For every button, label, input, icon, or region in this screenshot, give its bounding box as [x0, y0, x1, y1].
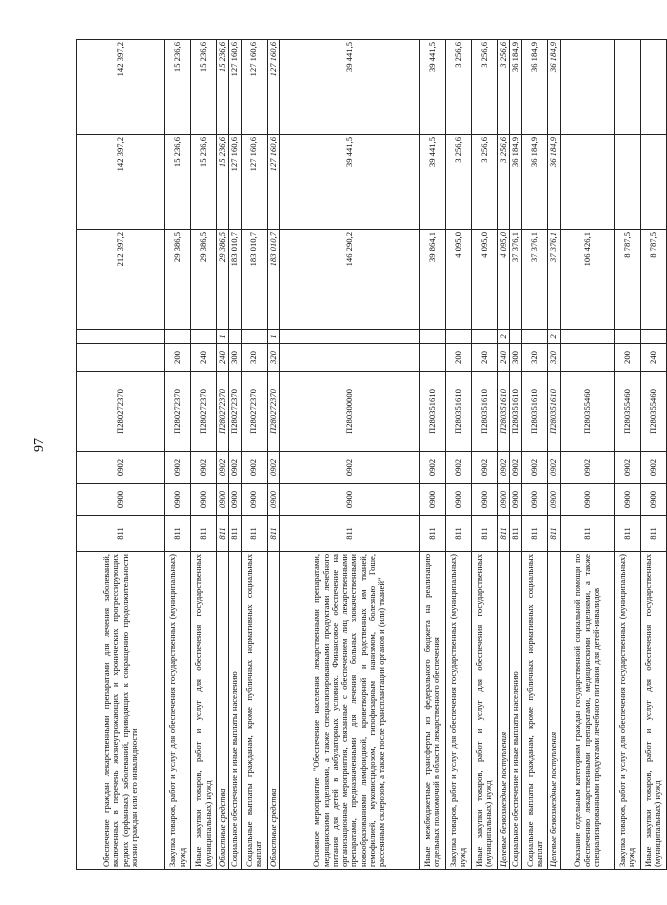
amount-year-1-cell: 212 397,2	[77, 230, 165, 330]
subsection-code-cell: 0902	[419, 452, 445, 484]
amount-year-2-cell	[614, 135, 640, 230]
target-article-code-cell: П280351610	[497, 372, 509, 452]
expense-type-code-cell: 240	[640, 344, 666, 372]
expense-type-code-cell: 320	[241, 344, 267, 372]
funding-source-code-cell: 1	[217, 330, 229, 344]
table-row	[267, 40, 279, 870]
section-code-cell: 0900	[560, 484, 614, 516]
target-article-code-cell: П280355460	[614, 372, 640, 452]
funding-source-code-cell	[165, 330, 191, 344]
amount-year-1-cell: 8 787,5	[614, 230, 640, 330]
amount-year-3-cell	[560, 40, 614, 135]
funding-source-code-cell	[640, 330, 666, 344]
amount-year-2-cell: 39 441,5	[279, 135, 419, 230]
amount-year-3-cell: 36 184,9	[548, 40, 560, 135]
target-article-code-cell: П280272370	[191, 372, 217, 452]
subsection-code-cell: 0902	[241, 452, 267, 484]
amount-year-2-cell: 36 184,9	[510, 135, 522, 230]
amount-year-3-cell: 127 160,6	[229, 40, 241, 135]
ministry-code-cell: 811	[510, 516, 522, 552]
table-row	[497, 40, 509, 870]
subsection-code-cell: 0902	[165, 452, 191, 484]
section-code-cell: 0900	[191, 484, 217, 516]
item-description-cell: Закупка товаров, работ и услуг для обеспечения государственных (муниципальных) нужд	[165, 552, 191, 870]
item-description-cell: Областные средства	[267, 552, 279, 870]
table-row	[279, 40, 419, 870]
ministry-code-cell: 811	[217, 516, 229, 552]
expense-type-code-cell: 320	[548, 344, 560, 372]
item-description-cell: Оказание отдельным категориям граждан государственной социальной помощи по обеспечению лекарственными препаратами, медицинскими изделиями, а также специализированными продуктами лечебного питания для детей-инвалидов	[560, 552, 614, 870]
section-code-cell: 0900	[640, 484, 666, 516]
section-code-cell: 0900	[267, 484, 279, 516]
amount-year-2-cell: 15 236,6	[217, 135, 229, 230]
amount-year-2-cell: 15 236,6	[191, 135, 217, 230]
ministry-code-cell: 811	[77, 516, 165, 552]
section-code-cell: 0900	[279, 484, 419, 516]
amount-year-3-cell: 15 236,6	[165, 40, 191, 135]
amount-year-1-cell: 29 386,5	[165, 230, 191, 330]
section-code-cell: 0900	[241, 484, 267, 516]
subsection-code-cell: 0902	[548, 452, 560, 484]
ministry-code-cell: 811	[497, 516, 509, 552]
amount-year-1-cell: 146 290,2	[279, 230, 419, 330]
amount-year-2-cell	[560, 135, 614, 230]
funding-source-code-cell	[279, 330, 419, 344]
ministry-code-cell: 811	[548, 516, 560, 552]
funding-source-code-cell: 1	[267, 330, 279, 344]
amount-year-2-cell: 127 160,6	[229, 135, 241, 230]
amount-year-1-cell: 4 095,0	[497, 230, 509, 330]
expense-type-code-cell: 240	[217, 344, 229, 372]
subsection-code-cell: 0902	[510, 452, 522, 484]
ministry-code-cell: 811	[191, 516, 217, 552]
item-description-cell: Иные межбюджетные трансферты из федерального бюджета на реализацию отдельных полномочий в области лекарственного обеспечения	[419, 552, 445, 870]
subsection-code-cell: 0902	[267, 452, 279, 484]
table-row	[217, 40, 229, 870]
amount-year-1-cell: 8 787,5	[640, 230, 666, 330]
budget-table	[76, 39, 667, 870]
target-article-code-cell: П280272370	[229, 372, 241, 452]
expense-type-code-cell: 320	[522, 344, 548, 372]
amount-year-3-cell: 39 441,5	[279, 40, 419, 135]
subsection-code-cell: 0902	[640, 452, 666, 484]
ministry-code-cell: 811	[419, 516, 445, 552]
table-row	[419, 40, 445, 870]
section-code-cell: 0900	[471, 484, 497, 516]
expense-type-code-cell	[419, 344, 445, 372]
table-row	[165, 40, 191, 870]
amount-year-1-cell: 183 010,7	[241, 230, 267, 330]
subsection-code-cell: 0902	[522, 452, 548, 484]
subsection-code-cell: 0902	[497, 452, 509, 484]
amount-year-3-cell: 39 441,5	[419, 40, 445, 135]
funding-source-code-cell	[560, 330, 614, 344]
table-row	[510, 40, 522, 870]
subsection-code-cell: 0902	[471, 452, 497, 484]
amount-year-3-cell: 3 256,6	[497, 40, 509, 135]
item-description-cell: Иные закупки товаров, работ и услуг для обеспечения государственных (муниципальных) нужд	[471, 552, 497, 870]
target-article-code-cell: П280351610	[445, 372, 471, 452]
table-row	[77, 40, 165, 870]
target-article-code-cell: П280272370	[165, 372, 191, 452]
funding-source-code-cell: 2	[497, 330, 509, 344]
item-description-cell: Основное мероприятие "Обеспечение населения лекарственными препаратами, медицинскими изделиями, а также специализированными продуктами лечебного питания для детей в амбулаторных условиях. Финансовое обеспечение на организационные мероприятия, связанные с обеспечением лиц лекарственными препаратами, предназначенными для лечения больных злокачественными новообразованиями лимфоидной, кроветворной и родственных им тканей, гемофилией, муковисцидозом, гипофизарным нанизмом, болезнью Гоше, рассеянным склерозом, а также после трансплантации органов и (или) тканей"	[279, 552, 419, 870]
funding-source-code-cell	[522, 330, 548, 344]
expense-type-code-cell: 320	[267, 344, 279, 372]
amount-year-2-cell: 127 160,6	[267, 135, 279, 230]
amount-year-3-cell: 36 184,9	[522, 40, 548, 135]
item-description-cell: Социальные выплаты гражданам, кроме публичных нормативных социальных выплат	[241, 552, 267, 870]
amount-year-3-cell: 127 160,6	[267, 40, 279, 135]
target-article-code-cell: П280351610	[419, 372, 445, 452]
ministry-code-cell: 811	[445, 516, 471, 552]
target-article-code-cell: П280351610	[510, 372, 522, 452]
ministry-code-cell: 811	[522, 516, 548, 552]
amount-year-1-cell: 183 010,7	[229, 230, 241, 330]
section-code-cell: 0900	[217, 484, 229, 516]
ministry-code-cell: 811	[241, 516, 267, 552]
section-code-cell: 0900	[445, 484, 471, 516]
ministry-code-cell: 811	[279, 516, 419, 552]
amount-year-2-cell: 39 441,5	[419, 135, 445, 230]
funding-source-code-cell	[471, 330, 497, 344]
amount-year-1-cell: 37 376,1	[548, 230, 560, 330]
ministry-code-cell: 811	[614, 516, 640, 552]
table-row	[560, 40, 614, 870]
subsection-code-cell: 0902	[614, 452, 640, 484]
section-code-cell: 0900	[77, 484, 165, 516]
expense-type-code-cell: 200	[165, 344, 191, 372]
table-row	[522, 40, 548, 870]
section-code-cell: 0900	[419, 484, 445, 516]
amount-year-2-cell: 36 184,9	[548, 135, 560, 230]
amount-year-3-cell: 15 236,6	[217, 40, 229, 135]
expense-type-code-cell	[560, 344, 614, 372]
expense-type-code-cell: 240	[191, 344, 217, 372]
amount-year-2-cell: 142 397,2	[77, 135, 165, 230]
subsection-code-cell: 0902	[217, 452, 229, 484]
amount-year-1-cell: 39 864,1	[419, 230, 445, 330]
amount-year-1-cell: 29 386,5	[191, 230, 217, 330]
item-description-cell: Социальное обеспечение и иные выплаты населению	[229, 552, 241, 870]
item-description-cell: Иные закупки товаров, работ и услуг для обеспечения государственных (муниципальных) нужд	[640, 552, 666, 870]
target-article-code-cell: П280300000	[279, 372, 419, 452]
table-row	[471, 40, 497, 870]
target-article-code-cell: П280272370	[77, 372, 165, 452]
expense-type-code-cell: 240	[497, 344, 509, 372]
amount-year-1-cell: 37 376,1	[522, 230, 548, 330]
funding-source-code-cell	[191, 330, 217, 344]
section-code-cell: 0900	[614, 484, 640, 516]
rotated-table-wrapper	[76, 40, 663, 870]
item-description-cell: Социальное обеспечение и иные выплаты населению	[510, 552, 522, 870]
target-article-code-cell: П280351610	[548, 372, 560, 452]
amount-year-2-cell: 3 256,6	[471, 135, 497, 230]
funding-source-code-cell	[77, 330, 165, 344]
amount-year-2-cell: 127 160,6	[241, 135, 267, 230]
target-article-code-cell: П280355460	[640, 372, 666, 452]
funding-source-code-cell	[614, 330, 640, 344]
item-description-cell: Целевые безвозмездные поступления	[497, 552, 509, 870]
target-article-code-cell: П280272370	[241, 372, 267, 452]
amount-year-3-cell: 3 256,6	[471, 40, 497, 135]
funding-source-code-cell	[241, 330, 267, 344]
amount-year-2-cell: 3 256,6	[445, 135, 471, 230]
funding-source-code-cell	[510, 330, 522, 344]
ministry-code-cell: 811	[471, 516, 497, 552]
item-description-cell: Целевые безвозмездные поступления	[548, 552, 560, 870]
expense-type-code-cell: 300	[510, 344, 522, 372]
expense-type-code-cell: 200	[445, 344, 471, 372]
expense-type-code-cell	[77, 344, 165, 372]
page-number: 97	[32, 438, 47, 452]
amount-year-1-cell: 4 095,0	[445, 230, 471, 330]
amount-year-3-cell	[614, 40, 640, 135]
ministry-code-cell: 811	[267, 516, 279, 552]
amount-year-3-cell: 36 184,9	[510, 40, 522, 135]
section-code-cell: 0900	[229, 484, 241, 516]
target-article-code-cell: П280355460	[560, 372, 614, 452]
amount-year-1-cell: 106 426,1	[560, 230, 614, 330]
funding-source-code-cell	[229, 330, 241, 344]
subsection-code-cell: 0902	[77, 452, 165, 484]
target-article-code-cell: П280272370	[217, 372, 229, 452]
section-code-cell: 0900	[522, 484, 548, 516]
expense-type-code-cell	[279, 344, 419, 372]
ministry-code-cell: 811	[560, 516, 614, 552]
table-row	[548, 40, 560, 870]
amount-year-1-cell: 4 095,0	[471, 230, 497, 330]
subsection-code-cell: 0902	[191, 452, 217, 484]
expense-type-code-cell: 200	[614, 344, 640, 372]
amount-year-2-cell: 36 184,9	[522, 135, 548, 230]
expense-type-code-cell: 240	[471, 344, 497, 372]
item-description-cell: Закупка товаров, работ и услуг для обеспечения государственных (муниципальных) нужд	[445, 552, 471, 870]
subsection-code-cell: 0902	[445, 452, 471, 484]
item-description-cell: Обеспечение граждан лекарственными препаратами для лечения заболеваний, включенных в перечень жизнеугрожающих и хронических прогрессирующих редких (орфанных) заболеваний, приводящих к сокращению продолжительности жизни граждан или его инвалидности	[77, 552, 165, 870]
ministry-code-cell: 811	[640, 516, 666, 552]
amount-year-3-cell: 3 256,6	[445, 40, 471, 135]
table-row	[614, 40, 640, 870]
item-description-cell: Областные средства	[217, 552, 229, 870]
target-article-code-cell: П280351610	[522, 372, 548, 452]
amount-year-2-cell: 15 236,6	[165, 135, 191, 230]
amount-year-1-cell: 183 010,7	[267, 230, 279, 330]
table-row	[241, 40, 267, 870]
target-article-code-cell: П280272370	[267, 372, 279, 452]
ministry-code-cell: 811	[229, 516, 241, 552]
section-code-cell: 0900	[165, 484, 191, 516]
table-row	[445, 40, 471, 870]
item-description-cell: Закупка товаров, работ и услуг для обеспечения государственных (муниципальных) нужд	[614, 552, 640, 870]
amount-year-3-cell: 127 160,6	[241, 40, 267, 135]
amount-year-3-cell: 15 236,6	[191, 40, 217, 135]
amount-year-3-cell: 142 397,2	[77, 40, 165, 135]
expense-type-code-cell: 300	[229, 344, 241, 372]
amount-year-3-cell	[640, 40, 666, 135]
table-row	[640, 40, 666, 870]
funding-source-code-cell	[445, 330, 471, 344]
item-description-cell: Социальные выплаты гражданам, кроме публичных нормативных социальных выплат	[522, 552, 548, 870]
table-row	[191, 40, 217, 870]
ministry-code-cell: 811	[165, 516, 191, 552]
subsection-code-cell: 0902	[279, 452, 419, 484]
subsection-code-cell: 0902	[229, 452, 241, 484]
section-code-cell: 0900	[510, 484, 522, 516]
section-code-cell: 0900	[497, 484, 509, 516]
section-code-cell: 0900	[548, 484, 560, 516]
amount-year-1-cell: 37 376,1	[510, 230, 522, 330]
amount-year-1-cell: 29 386,5	[217, 230, 229, 330]
subsection-code-cell: 0902	[560, 452, 614, 484]
item-description-cell: Иные закупки товаров, работ и услуг для обеспечения государственных (муниципальных) нужд	[191, 552, 217, 870]
table-row	[229, 40, 241, 870]
amount-year-2-cell: 3 256,6	[497, 135, 509, 230]
funding-source-code-cell: 2	[548, 330, 560, 344]
funding-source-code-cell	[419, 330, 445, 344]
target-article-code-cell: П280351610	[471, 372, 497, 452]
amount-year-2-cell	[640, 135, 666, 230]
